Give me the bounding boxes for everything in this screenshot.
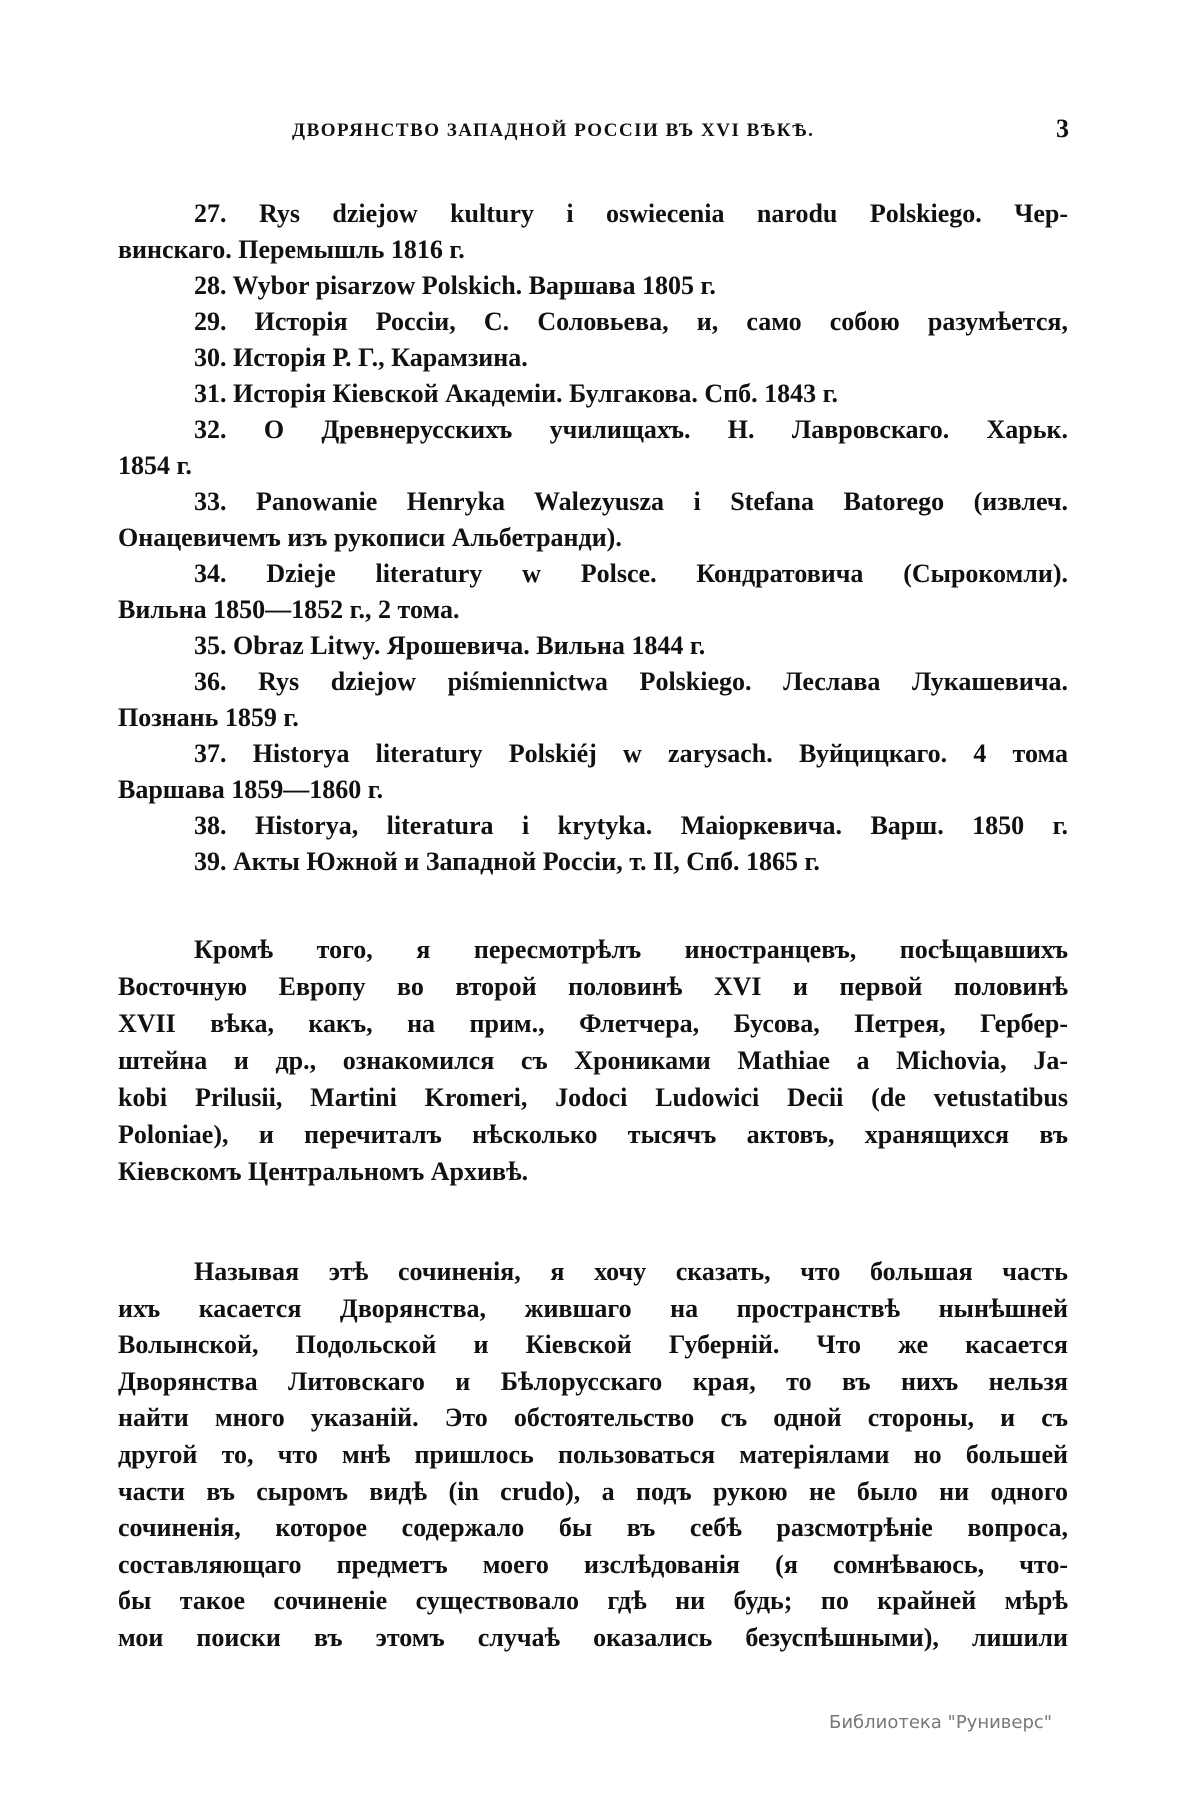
bibliography-line: 1854 г.: [118, 451, 192, 480]
paragraph-line: Дворянства Литовскаго и Бѣлорусскаго края, то въ нихъ нельзя: [118, 1366, 1068, 1396]
page-number: 3: [1056, 114, 1069, 143]
running-title: ДВОРЯНСТВО ЗАПАДНОЙ РОССІИ ВЪ XVI ВѢКѢ.: [292, 120, 815, 141]
paragraph-line: другой то, что мнѣ пришлось пользоваться матеріялами но большей: [118, 1440, 1068, 1469]
paragraph-line: составляющаго предметъ моего изслѣдованія (я сомнѣваюсь, что-: [118, 1549, 1068, 1579]
bibliography-line: 34. Dzieje literatury w Polsce. Кондратовича (Сырокомли).: [194, 559, 1068, 588]
paragraph-line: части въ сыромъ видѣ (in crudo), а подъ рукою не было ни одного: [118, 1476, 1068, 1506]
bibliography-line: 33. Panowanie Henryka Walezyusza i Stefana Batorego (извлеч.: [194, 487, 1068, 516]
bibliography-line: 39. Акты Южной и Западной Россіи, т. II, Спб. 1865 г.: [194, 847, 820, 876]
library-watermark: Библиотека "Руниверс": [829, 1712, 1053, 1733]
paragraph-line: Кіевскомъ Центральномъ Архивѣ.: [118, 1157, 529, 1186]
bibliography-line: Познань 1859 г.: [118, 703, 299, 732]
bibliography-line: 28. Wybor pisarzow Polskich. Варшава 1805 г.: [194, 271, 716, 300]
paragraph-line: Восточную Европу во второй половинѣ XVI и первой половинѣ: [118, 972, 1068, 1001]
bibliography-line: 35. Obraz Litwy. Ярошевича. Вильна 1844 г.: [194, 631, 706, 660]
paragraph-line: Кромѣ того, я пересмотрѣлъ иностранцевъ, посѣщавшихъ: [194, 935, 1068, 964]
paragraph-line: Poloniae), и перечиталъ нѣсколько тысячъ актовъ, хранящихся въ: [118, 1120, 1068, 1149]
bibliography-line: Варшава 1859—1860 г.: [118, 775, 384, 804]
bibliography-line: 29. Исторія Россіи, С. Соловьева, и, само собою разумѣется,: [194, 307, 1068, 336]
bibliography-line: 32. О Древнерусскихъ училищахъ. Н. Лавровскаго. Харьк.: [194, 415, 1068, 444]
paragraph-line: сочиненія, которое содержало бы въ себѣ разсмотрѣніе вопроса,: [118, 1513, 1068, 1543]
bibliography-line: 31. Исторія Кіевской Академіи. Булгакова. Спб. 1843 г.: [194, 379, 838, 408]
bibliography-line: Вильна 1850—1852 г., 2 тома.: [118, 595, 460, 624]
bibliography-line: 36. Rys dziejow piśmiennictwa Polskiego. Леслава Лукашевича.: [194, 667, 1068, 696]
paragraph-line: ихъ касается Дворянства, жившаго на пространствѣ нынѣшней: [118, 1293, 1068, 1323]
bibliography-line: 37. Historya literatury Polskiéj w zarysach. Вуйцицкаго. 4 тома: [194, 739, 1068, 768]
paragraph-line: мои поиски въ этомъ случаѣ оказались безуспѣшными), лишили: [118, 1623, 1068, 1652]
bibliography-line: 27. Rys dziejow kultury i oswiecenia narodu Polskiego. Чер-: [194, 199, 1068, 228]
paragraph-line: бы такое сочиненіе существовало гдѣ ни будь; по крайней мѣрѣ: [118, 1586, 1068, 1616]
bibliography-line: 30. Исторія Р. Г., Карамзина.: [194, 343, 528, 372]
paragraph-line: kobi Prilusii, Martini Kromeri, Jodoci Ludowici Decii (de vetustatibus: [118, 1083, 1068, 1112]
bibliography-line: Онацевичемъ изъ рукописи Альбетранди).: [118, 523, 622, 552]
paragraph-line: Называя этѣ сочиненія, я хочу сказать, что большая часть: [194, 1257, 1068, 1286]
paragraph-line: Волынской, Подольской и Кіевской Губерній. Что же касается: [118, 1330, 1068, 1360]
paragraph-line: найти много указаній. Это обстоятельство съ одной стороны, и съ: [118, 1403, 1068, 1433]
paragraph-line: штейна и др., ознакомился съ Хрониками Mathiae a Michovia, Ja-: [118, 1046, 1068, 1075]
bibliography-line: 38. Historya, literatura i krytyka. Маіоркевича. Варш. 1850 г.: [194, 811, 1068, 840]
bibliography-line: винскаго. Перемышль 1816 г.: [118, 235, 465, 264]
paragraph-line: XVII вѣка, какъ, на прим., Флетчера, Бусова, Петрея, Гербер-: [118, 1009, 1068, 1038]
